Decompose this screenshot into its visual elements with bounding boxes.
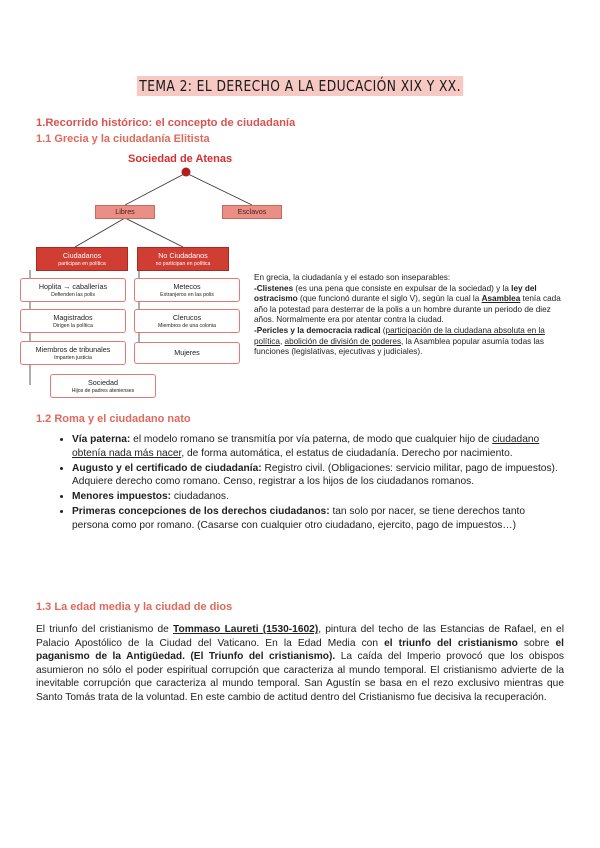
node-no-ciudadanos-label: No Ciudadanos xyxy=(158,251,208,260)
pericles-underline2: abolición de división de poderes xyxy=(284,336,402,346)
item-bold: Augusto y el certificado de ciudadanía: xyxy=(72,462,262,474)
item-text: tan solo por nacer, se tiene derechos tanto persona como por romano. xyxy=(72,505,525,531)
clistenes-text3: tenía cada año la potestad para desterrar de la polis a un hombre durante un periodo de diez años. Normalmente era por atentar contra la ciudad. xyxy=(254,294,561,325)
node-mujeres-label: Mujeres xyxy=(174,348,200,357)
node-metecos xyxy=(134,278,240,302)
node-magistrados-label: Magistrados xyxy=(53,313,93,322)
node-libres-label: Libres xyxy=(115,207,135,216)
list-item xyxy=(72,433,564,461)
diagram-title: Sociedad de Atenas xyxy=(128,153,233,165)
item-bold: Primeras concepciones de los derechos ciudadanos: xyxy=(72,505,330,517)
node-metecos-sub: Extranjeros en las polis xyxy=(160,292,214,298)
para-bold1: el triunfo del cristianismo xyxy=(384,637,518,649)
node-esclavos-label: Esclavos xyxy=(237,207,267,216)
node-mujeres xyxy=(134,342,240,364)
item-bold: Menores impuestos: xyxy=(72,491,172,503)
node-hoplita xyxy=(20,278,126,302)
list-item xyxy=(72,505,564,533)
node-clerucos-label: Clerucos xyxy=(172,313,202,322)
node-magistrados-sub: Dirigen la política xyxy=(53,323,93,329)
root-node-dot xyxy=(182,168,191,177)
item-text: el modelo romano se transmitía por vía paterna, de modo que cualquier hijo de xyxy=(130,434,493,445)
item-text-post: , de forma automática, el estatus de ciudadanía. Derecho por nacimiento. xyxy=(181,447,513,459)
clistenes-label: -Clistenes xyxy=(254,283,294,293)
line-to-libres xyxy=(125,173,186,205)
item-underline: ciudadano obtenía nada más nacer xyxy=(72,434,540,459)
greece-intro: En grecia, la ciudadanía y el estado son inseparables: xyxy=(254,273,451,282)
node-tribunales xyxy=(20,341,126,365)
item-text: ciudadanos. xyxy=(171,491,229,503)
node-magistrados xyxy=(20,309,126,333)
para-text2: , pintura del techo de las Estancias de Rafael, en el Palacio Apostólico de la Ciudad del Vaticano. En la Edad Media con xyxy=(36,624,564,649)
pericles-text2: , xyxy=(279,336,285,346)
node-no-ciudadanos-sub: no participan en política xyxy=(155,261,211,267)
node-clerucos-sub: Miembros de una colonia xyxy=(158,323,216,329)
line-to-esclavos xyxy=(186,173,252,205)
para-text1: El triunfo del cristianismo de xyxy=(36,624,174,635)
node-sociedad xyxy=(50,374,156,398)
para-bold2: el paganismo de la Antigüedad. (El Triunfo del cristianismo). xyxy=(36,637,564,663)
author-name: Tommaso Laureti (1530-1602) xyxy=(173,624,319,635)
asamblea-term: Asamblea xyxy=(481,294,521,304)
line-to-ciudadanos xyxy=(75,218,125,247)
pericles-underline1: participación de la ciudadana absoluta en la política xyxy=(254,325,545,346)
node-clerucos xyxy=(134,309,240,333)
item-bold: Vía paterna: xyxy=(72,434,131,445)
edad-media-paragraph xyxy=(36,623,564,705)
section-heading-1: 1.Recorrido histórico: el concepto de ciudadanía xyxy=(36,117,296,129)
list-item xyxy=(72,462,564,490)
subheading-1-3: 1.3 La edad media y la ciudad de dios xyxy=(36,601,233,613)
para-text3: sobre xyxy=(517,637,556,649)
clistenes-text2: (que funcionó durante el siglo V), según la cual la xyxy=(297,294,482,304)
pericles-label: -Pericles y la democracia radical xyxy=(254,325,381,335)
node-sociedad-sub: Hijos de padres atenienses xyxy=(71,388,135,394)
title-text: TEMA 2: EL DERECHO A LA EDUCACIÓN XIX Y XX. xyxy=(137,76,464,96)
node-no-ciudadanos xyxy=(137,247,229,271)
node-esclavos xyxy=(222,205,282,219)
node-libres xyxy=(95,205,155,219)
clistenes-text1: (es una pena que consiste en expulsar de la sociedad) y la xyxy=(293,283,512,293)
node-sociedad-label: Sociedad xyxy=(88,378,118,387)
item-text-post: (Casarse con cualquier otro ciudadano, ejercito, pago de impuestos…) xyxy=(197,519,516,531)
roma-list xyxy=(56,433,564,534)
node-ciudadanos-sub: participan en política xyxy=(58,261,106,267)
node-tribunales-sub: Imparten justicia xyxy=(54,355,92,361)
node-tribunales-label: Miembros de tribunales xyxy=(35,345,111,354)
pericles-text3: , la Asamblea popular asumía todas las funciones (legislativas, ejecutivas y judiciales). xyxy=(254,336,544,357)
line-to-no-ciudadanos xyxy=(125,218,183,247)
subheading-1-2: 1.2 Roma y el ciudadano nato xyxy=(36,413,191,425)
pericles-text1: ( xyxy=(380,325,386,335)
node-hoplita-sub: Defienden las polis xyxy=(51,292,95,298)
node-hoplita-label: Hoplita → caballerías xyxy=(38,282,108,291)
node-metecos-label: Metecos xyxy=(173,282,201,291)
greece-text xyxy=(254,273,570,358)
subheading-1-1: 1.1 Grecia y la ciudadanía Elitista xyxy=(36,133,210,145)
para-text4: La caída del Imperio provocó que los obispos asumieron no sólo el poder espiritual corrupción que caracteriza al mundo temporal. El cristianismo advierte de la inevitable corrupción que caracteriza al mundo temporal. San Agustín se basa en el rezo exclusivo mientras que Santo Tomás trata de la voluntad. En este cambio de actitud dentro del Cristianismo fue decisiva la recuperación. xyxy=(36,651,564,703)
node-ciudadanos-label: Ciudadanos xyxy=(62,251,102,260)
list-item xyxy=(72,490,564,504)
item-text: Registro civil. (Obligaciones: servicio militar, pago de impuestos). Adquiere derecho como romano. Censo, registrar a los hijos de los ciudadanos romanos. xyxy=(72,462,558,488)
ley-ostracismo: ley del ostracismo xyxy=(254,283,537,304)
node-ciudadanos xyxy=(36,247,128,271)
